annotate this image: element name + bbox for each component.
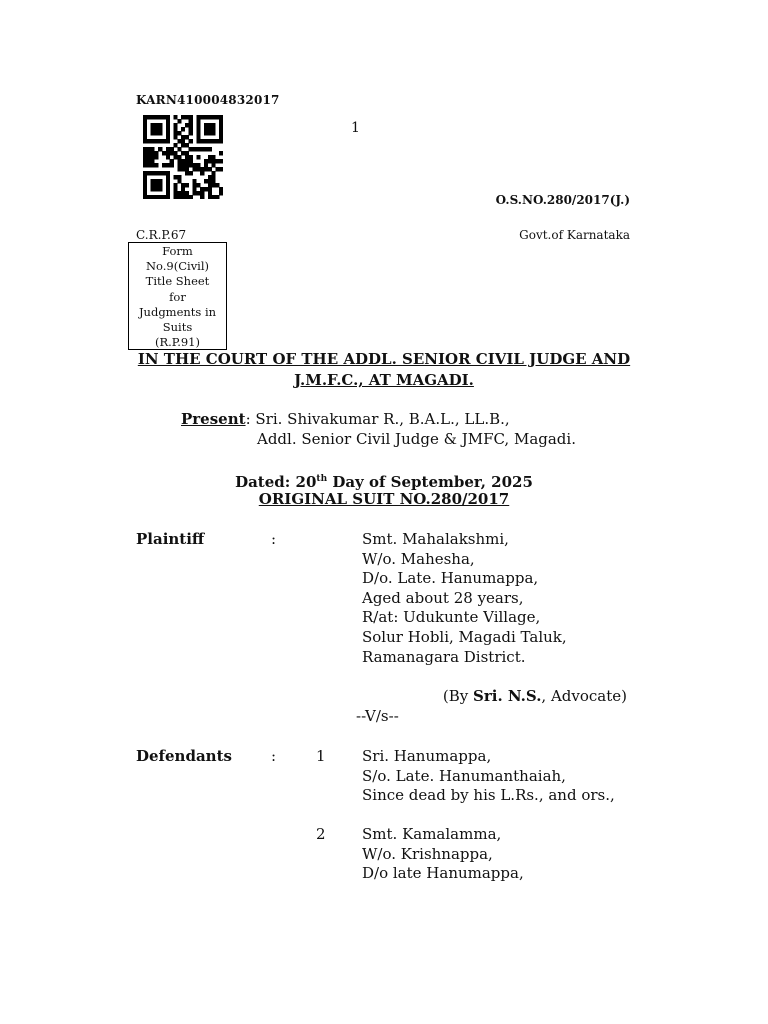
cnr-number: KARN410004832017	[136, 93, 280, 107]
court-title-line1: IN THE COURT OF THE ADDL. SENIOR CIVIL JUDGE AND	[137, 350, 631, 368]
govt-label: Govt.of Karnataka	[519, 228, 630, 242]
page-number: 1	[351, 120, 360, 136]
present-designation: Addl. Senior Civil Judge & JMFC, Magadi.	[257, 430, 576, 448]
defendants-label: Defendants	[136, 747, 232, 765]
defendant-2-address	[362, 824, 524, 883]
form-box-line: for	[169, 289, 186, 304]
plaintiff-line: Ramanagara District.	[362, 647, 526, 666]
plaintiff-line: Solur Hobli, Magadi Taluk,	[362, 627, 567, 646]
date-prefix: Dated: 20	[235, 473, 317, 491]
defendant-number: 2	[316, 825, 326, 843]
plaintiff-colon: :	[271, 530, 277, 548]
present-section	[181, 409, 576, 449]
plaintiff-line: W/o. Mahesha,	[362, 549, 475, 568]
plaintiff-line: R/at: Udukunte Village,	[362, 608, 541, 627]
form-box-line: No.9(Civil)	[145, 259, 210, 274]
defendant-line: Sri. Hanumappa,	[362, 747, 492, 765]
defendant-line: Since dead by his L.Rs., and ors.,	[362, 786, 615, 805]
court-title-line2: J.M.F.C., AT MAGADI.	[294, 371, 474, 389]
plaintiff-advocate	[443, 686, 627, 706]
form-box-line: (R.P.91)	[155, 335, 200, 350]
date-suffix-sup: th	[316, 474, 328, 484]
advocate-name: Sri. N.S.	[473, 687, 542, 705]
plaintiff-line: D/o. Late. Hanumappa,	[362, 569, 539, 588]
versus: --V/s--	[356, 707, 399, 725]
date-month-year: Day of September, 2025	[327, 473, 533, 491]
qr-code	[143, 115, 223, 199]
suit-title: ORIGINAL SUIT NO.280/2017	[258, 490, 510, 508]
defendant-line: W/o. Krishnappa,	[362, 844, 493, 863]
defendant-line: Smt. Kamalamma,	[362, 825, 502, 843]
defendant-line: S/o. Late. Hanumanthaiah,	[362, 766, 566, 785]
defendant-1-address	[362, 746, 615, 805]
advocate-open: (By	[442, 687, 474, 705]
form-box-line: Title Sheet	[145, 274, 210, 289]
present-judge: : Sri. Shivakumar R., B.A.L., LL.B.,	[245, 410, 510, 428]
case-number: O.S.NO.280/2017(J.)	[495, 193, 630, 207]
defendant-line: D/o late Hanumappa,	[362, 864, 524, 883]
court-title	[120, 349, 648, 391]
advocate-close: , Advocate)	[541, 687, 627, 705]
defendant-number: 1	[316, 747, 326, 765]
defendants-colon: :	[271, 747, 277, 765]
plaintiff-line: Smt. Mahalakshmi,	[362, 530, 509, 548]
plaintiff-address	[362, 529, 567, 666]
plaintiff-label: Plaintiff	[136, 530, 205, 548]
present-label: Present	[181, 410, 246, 428]
form-title-sheet-box	[128, 242, 227, 350]
qr-code-image	[143, 115, 223, 199]
crp-label: C.R.P.67	[136, 228, 187, 242]
plaintiff-line: Aged about 28 years,	[362, 588, 524, 607]
form-box-line: Judgments in	[138, 304, 217, 319]
form-box-line: Suits	[162, 320, 193, 335]
form-box-line: Form	[162, 244, 193, 258]
